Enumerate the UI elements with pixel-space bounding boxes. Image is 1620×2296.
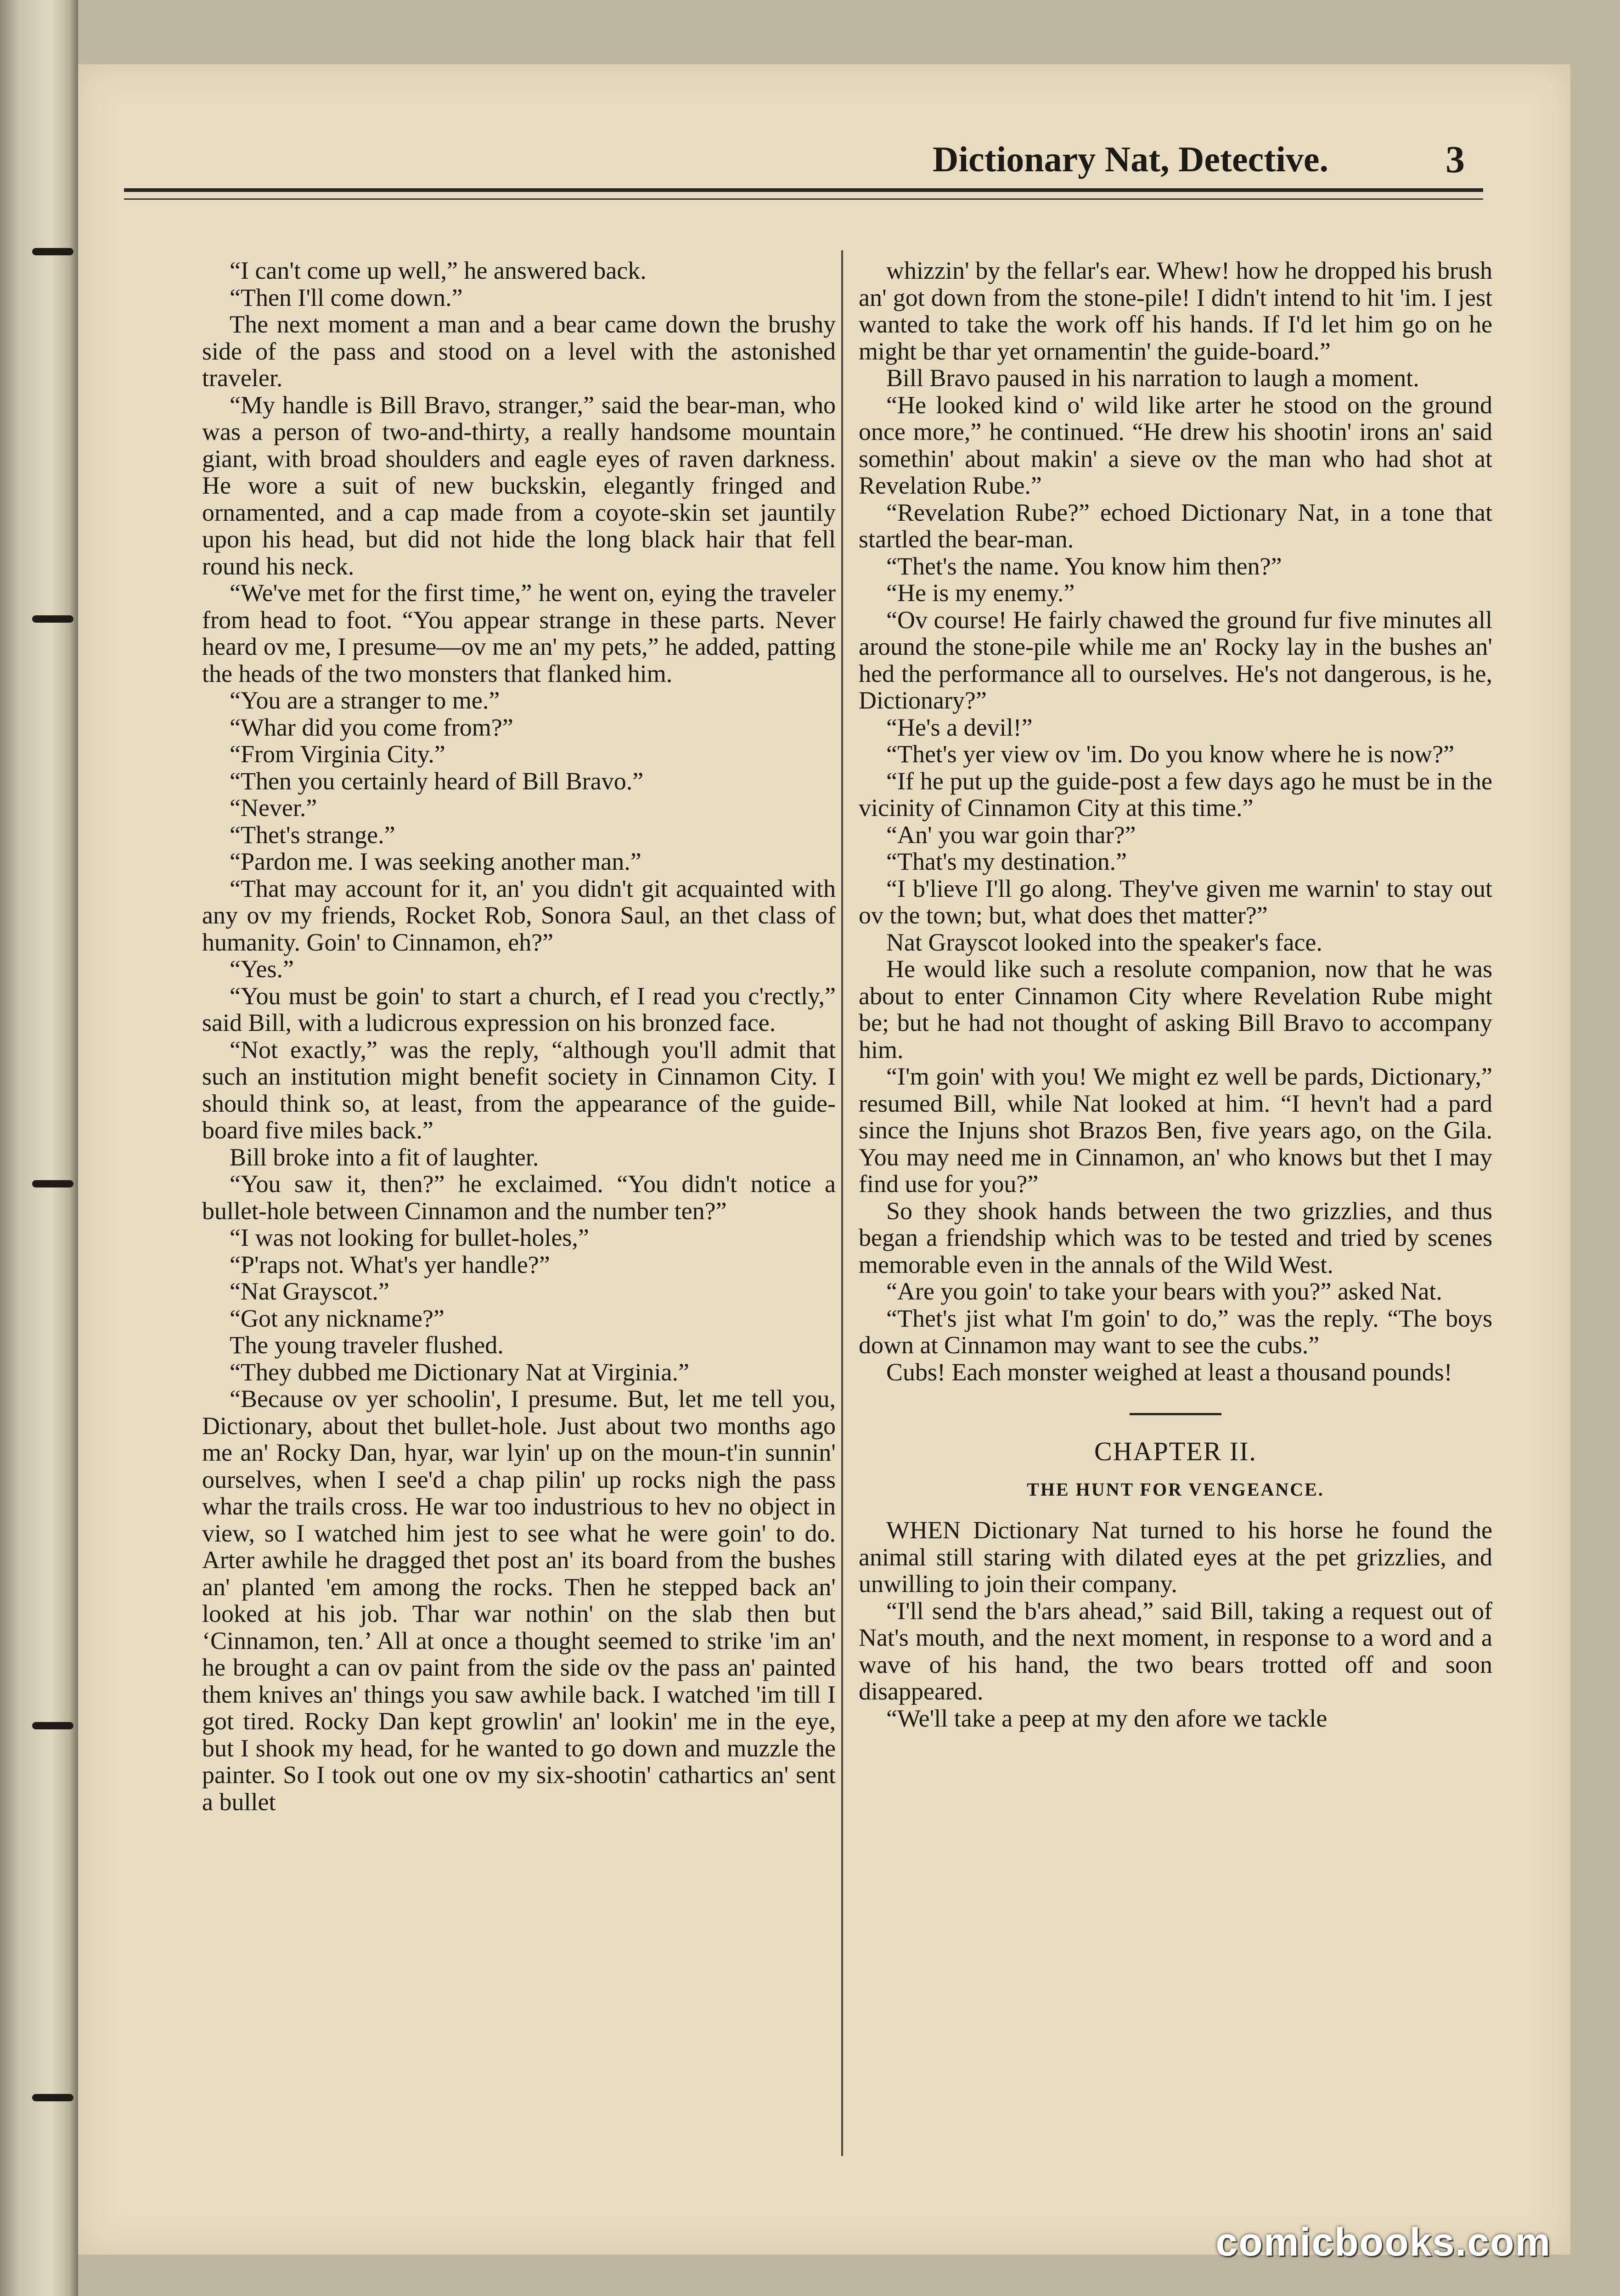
chapter-body xyxy=(859,1517,1492,1732)
paragraph: “Because ov yer schoolin', I presume. But, let me tell you, Dictionary, about thet bullet-hole. Just about two months ago me an' Rocky Dan, hyar, war lyin' up on the moun-t'in sunnin' ourselves, when I see'd a chap pilin' up rocks nigh the pass whar the trails cross. He war too industrious to hev no object in view, so I watched him jest to see what he were goin' to do. Arter awhile he dragged thet post an' its board from the bushes an' planted 'em among the rocks. Then he stepped back an' looked at his job. Thar war nothin' on the slab then but ‘Cinnamon, ten.’ All at once a thought seemed to strike 'im an' he brought a can ov paint from the side ov the pass an' painted them knives an' things you saw awhile back. I watched 'im till I got tired. Rocky Dan kept growlin' an' lookin' me in the eye, but I shook my head, for he wanted to go down and muzzle the painter. So I took out one ov my six-shootin' cathartics an' sent a bullet xyxy=(202,1385,836,1816)
paragraph: “He is my enemy.” xyxy=(886,579,1075,607)
paragraph: “If he put up the guide-post a few days ago he must be in the vicinity of Cinnamon City at this time.” xyxy=(859,767,1492,822)
chapter-heading: CHAPTER II. xyxy=(1094,1436,1257,1466)
paragraph: “Then you certainly heard of Bill Bravo.” xyxy=(230,767,644,795)
paragraph: “Whar did you come from?” xyxy=(230,713,513,741)
binding-stitch xyxy=(32,2094,73,2101)
paragraph: “We'll take a peep at my den afore we tackle xyxy=(886,1704,1328,1732)
paragraph: “Nat Grayscot.” xyxy=(230,1277,389,1305)
paragraph: “Not exactly,” was the reply, “although you'll admit that such an institution might benefit society in Cinnamon City. I should think so, at least, from the appearance of the guide-board five miles back.” xyxy=(202,1035,836,1144)
paragraph: “I'll send the b'ars ahead,” said Bill, taking a request out of Nat's mouth, and the next moment, in response to a word and a wave of his hand, the two bears trotted off and soon disappeared. xyxy=(859,1597,1492,1705)
paragraph: The next moment a man and a bear came down the brushy side of the pass and stood on a level with the astonished traveler. xyxy=(202,310,836,392)
paragraph: Nat Grayscot looked into the speaker's face. xyxy=(886,928,1322,956)
column-divider xyxy=(841,250,843,2156)
paragraph: “Yes.” xyxy=(230,955,294,983)
paragraph: “You must be goin' to start a church, ef I read you c'rectly,” said Bill, with a ludicrous expression on his bronzed face. xyxy=(202,982,836,1036)
paragraph: “They dubbed me Dictionary Nat at Virginia.” xyxy=(230,1358,689,1386)
paragraph: “Thet's the name. You know him then?” xyxy=(886,552,1282,580)
paragraph: whizzin' by the fellar's ear. Whew! how he dropped his brush an' got down from the stone-pile! I didn't intend to hit 'im. I jest wanted to take the work off his hands. If I'd let him go on he might be thar yet ornamentin' the guide-board.” xyxy=(859,257,1492,365)
paragraph: “From Virginia City.” xyxy=(230,740,445,768)
paragraph: He would like such a resolute companion, now that he was about to enter Cinnamon City where Revelation Rube might be; but he had not thought of asking Bill Bravo to accompany him. xyxy=(859,955,1492,1064)
running-header xyxy=(124,124,1483,192)
paragraph: “We've met for the first time,” he went on, eying the traveler from head to foot. “You appear strange in these parts. Never heard ov me, I presume—ov me an' my pets,” he added, patting the heads of the two monsters that flanked him. xyxy=(202,579,836,687)
paragraph: “My handle is Bill Bravo, stranger,” said the bear-man, who was a person of two-and-thirty, a really handsome mountain giant, with broad shoulders and eagle eyes of raven darkness. He wore a suit of new buckskin, elegantly fringed and ornamented, and a cap made from a coyote-skin set jauntily upon his head, but did not hide the long black hair that fell round his neck. xyxy=(202,391,836,580)
paragraph: “He's a devil!” xyxy=(886,713,1033,741)
paragraph: “Got any nickname?” xyxy=(230,1304,444,1332)
binding-stitch xyxy=(32,1722,73,1729)
paragraph: WHEN Dictionary Nat turned to his horse he found the animal still staring with dilated eyes at the pet grizzlies, and unwilling to join their company. xyxy=(859,1516,1492,1598)
paragraph: “That may account for it, an' you didn't git acquainted with any ov my friends, Rocket Rob, Sonora Saul, an thet class of humanity. Goin' to Cinnamon, eh?” xyxy=(202,874,836,956)
paragraph: “Never.” xyxy=(230,794,317,822)
paragraph: Bill Bravo paused in his narration to laugh a moment. xyxy=(886,364,1419,392)
running-title: Dictionary Nat, Detective. xyxy=(933,139,1328,179)
paragraph: “Revelation Rube?” echoed Dictionary Nat, in a tone that startled the bear-man. xyxy=(859,498,1492,553)
right-text-column xyxy=(859,257,1492,2204)
paragraph: “Are you goin' to take your bears with you?” asked Nat. xyxy=(886,1277,1442,1305)
page-number: 3 xyxy=(1446,138,1465,181)
paragraph: So they shook hands between the two grizzlies, and thus began a friendship which was to be tested and tried by scenes memorable even in the annals of the Wild West. xyxy=(859,1197,1492,1278)
paragraph: Cubs! Each monster weighed at least a thousand pounds! xyxy=(886,1358,1452,1386)
paragraph: “Thet's jist what I'm goin' to do,” was the reply. “The boys down at Cinnamon may want to see the cubs.” xyxy=(859,1304,1492,1359)
right-column-body xyxy=(859,257,1492,1385)
paragraph: “He looked kind o' wild like arter he stood on the ground once more,” he continued. “He drew his shootin' irons an' said somethin' about makin' a sieve ov the man who had shot at Revelation Rube.” xyxy=(859,391,1492,499)
paragraph: “Pardon me. I was seeking another man.” xyxy=(230,848,641,875)
paragraph: Bill broke into a fit of laughter. xyxy=(230,1143,539,1171)
book-binding xyxy=(0,0,78,2296)
binding-stitch xyxy=(32,1180,73,1187)
chapter-subtitle: THE HUNT FOR VENGEANCE. xyxy=(1027,1479,1324,1500)
binding-stitch xyxy=(32,615,73,623)
paragraph: “That's my destination.” xyxy=(886,848,1127,875)
paragraph: “Then I'll come down.” xyxy=(230,283,463,311)
paragraph: “You are a stranger to me.” xyxy=(230,687,500,714)
paragraph: “I can't come up well,” he answered back. xyxy=(230,257,647,284)
chapter-rule xyxy=(1130,1413,1221,1415)
paragraph: “I b'lieve I'll go along. They've given me warnin' to stay out ov the town; but, what does thet matter?” xyxy=(859,874,1492,929)
paragraph: “I was not looking for bullet-holes,” xyxy=(230,1224,589,1251)
site-watermark: comicbooks.com xyxy=(1215,2220,1551,2264)
paragraph: “P'raps not. What's yer handle?” xyxy=(230,1250,550,1278)
binding-stitch xyxy=(32,248,73,255)
paragraph: “Thet's strange.” xyxy=(230,821,395,849)
paragraph: “An' you war goin thar?” xyxy=(886,821,1136,849)
paragraph: “Ov course! He fairly chawed the ground fur five minutes all around the stone-pile while me an' Rocky lay in the bushes an' hed the performance all to ourselves. He's not dangerous, is he, Dictionary?” xyxy=(859,606,1492,714)
header-rule xyxy=(124,198,1483,200)
left-text-column xyxy=(202,257,836,2204)
paragraph: “I'm goin' with you! We might ez well be pards, Dictionary,” resumed Bill, while Nat looked at him. “I hevn't had a pard since the Injuns shot Brazos Ben, five years ago, on the Gila. You may need me in Cinnamon, an' who knows but thet I may find use for you?” xyxy=(859,1063,1492,1198)
paragraph: The young traveler flushed. xyxy=(230,1331,504,1359)
paragraph: “You saw it, then?” he exclaimed. “You didn't notice a bullet-hole between Cinnamon and the number ten?” xyxy=(202,1170,836,1225)
paragraph: “Thet's yer view ov 'im. Do you know where he is now?” xyxy=(886,740,1455,768)
